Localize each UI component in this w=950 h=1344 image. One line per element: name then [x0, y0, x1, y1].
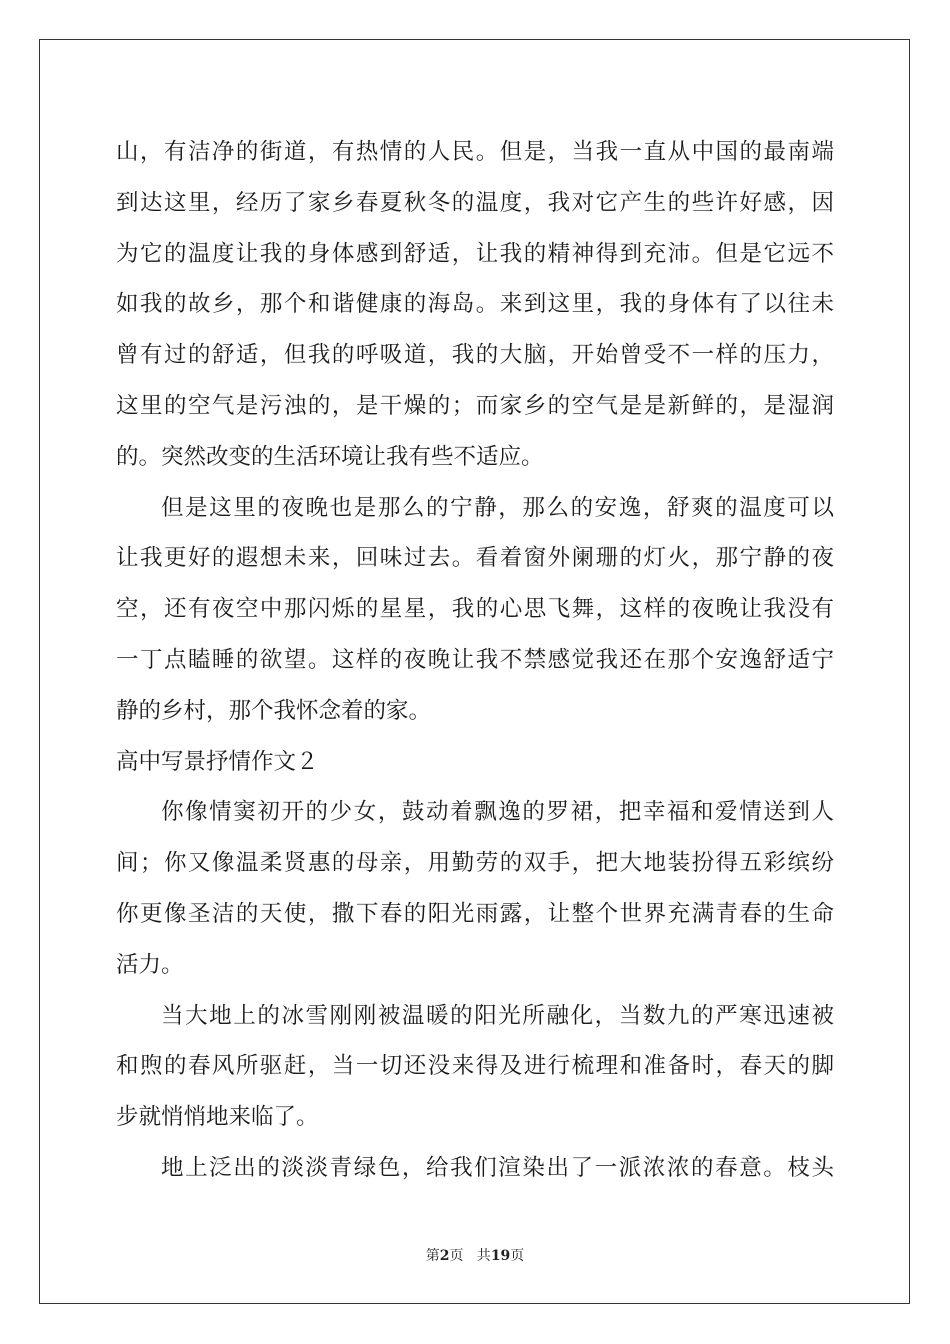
text-line: 活力。	[116, 951, 184, 978]
current-page-number: 2	[439, 1248, 450, 1264]
total-page-count: 19	[490, 1248, 511, 1264]
text-line: 为它的温度让我的身体感到舒适，让我的精神得到充沛。但是它远不	[116, 240, 834, 267]
paragraph-5	[116, 1143, 834, 1194]
paragraph-1	[116, 127, 834, 483]
text-line: 让我更好的遐想未来，回味过去。看着窗外阑珊的灯火，那宁静的夜	[116, 545, 834, 572]
text-line: 和煦的春风所驱赶，当一切还没来得及进行梳理和准备时，春天的脚	[116, 1053, 834, 1080]
footer-suffix: 页	[510, 1248, 525, 1264]
paragraph-4	[116, 991, 834, 1143]
text-line: 间；你又像温柔贤惠的母亲，用勤劳的双手，把大地装扮得五彩缤纷	[116, 850, 834, 877]
text-line: 如我的故乡，那个和谐健康的海岛。来到这里，我的身体有了以往未	[116, 291, 834, 318]
paragraph-3	[116, 787, 834, 990]
text-line: 一丁点瞌睡的欲望。这样的夜晚让我不禁感觉我还在那个安逸舒适宁	[116, 646, 834, 673]
text-line: 这里的空气是污浊的，是干燥的；而家乡的空气是是新鲜的，是湿润	[116, 392, 834, 419]
text-line: 但是这里的夜晚也是那么的宁静，那么的安逸，舒爽的温度可以	[161, 494, 834, 521]
paragraph-2	[116, 483, 834, 737]
footer-mid: 页 共	[449, 1248, 491, 1264]
text-line: 的。突然改变的生活环境让我有些不适应。	[116, 443, 544, 470]
text-line: 静的乡村，那个我怀念着的家。	[116, 697, 432, 724]
text-line: 空，还有夜空中那闪烁的星星，我的心思飞舞，这样的夜晚让我没有	[116, 596, 834, 623]
text-line: 曾有过的舒适，但我的呼吸道，我的大脑，开始曾受不一样的压力，	[116, 342, 834, 369]
text-line: 步就悄悄地来临了。	[116, 1104, 319, 1131]
text-line: 你像情窦初开的少女，鼓动着飘逸的罗裙，把幸福和爱情送到人	[161, 799, 834, 826]
text-line: 你更像圣洁的天使，撒下春的阳光雨露，让整个世界充满青春的生命	[116, 900, 834, 927]
text-line: 地上泛出的淡淡青绿色，给我们渲染出了一派浓浓的春意。枝头	[161, 1154, 834, 1181]
section-heading: 高中写景抒情作文２	[116, 748, 319, 775]
footer-prefix: 第	[425, 1248, 440, 1264]
document-body	[116, 127, 834, 1194]
page-footer	[0, 1245, 950, 1265]
text-line: 山，有洁净的街道，有热情的人民。但是，当我一直从中国的最南端	[116, 139, 834, 165]
text-line: 到达这里，经历了家乡春夏秋冬的温度，我对它产生的些许好感，因	[116, 189, 834, 216]
text-line: 当大地上的冰雪刚刚被温暖的阳光所融化，当数九的严寒迅速被	[161, 1002, 834, 1029]
